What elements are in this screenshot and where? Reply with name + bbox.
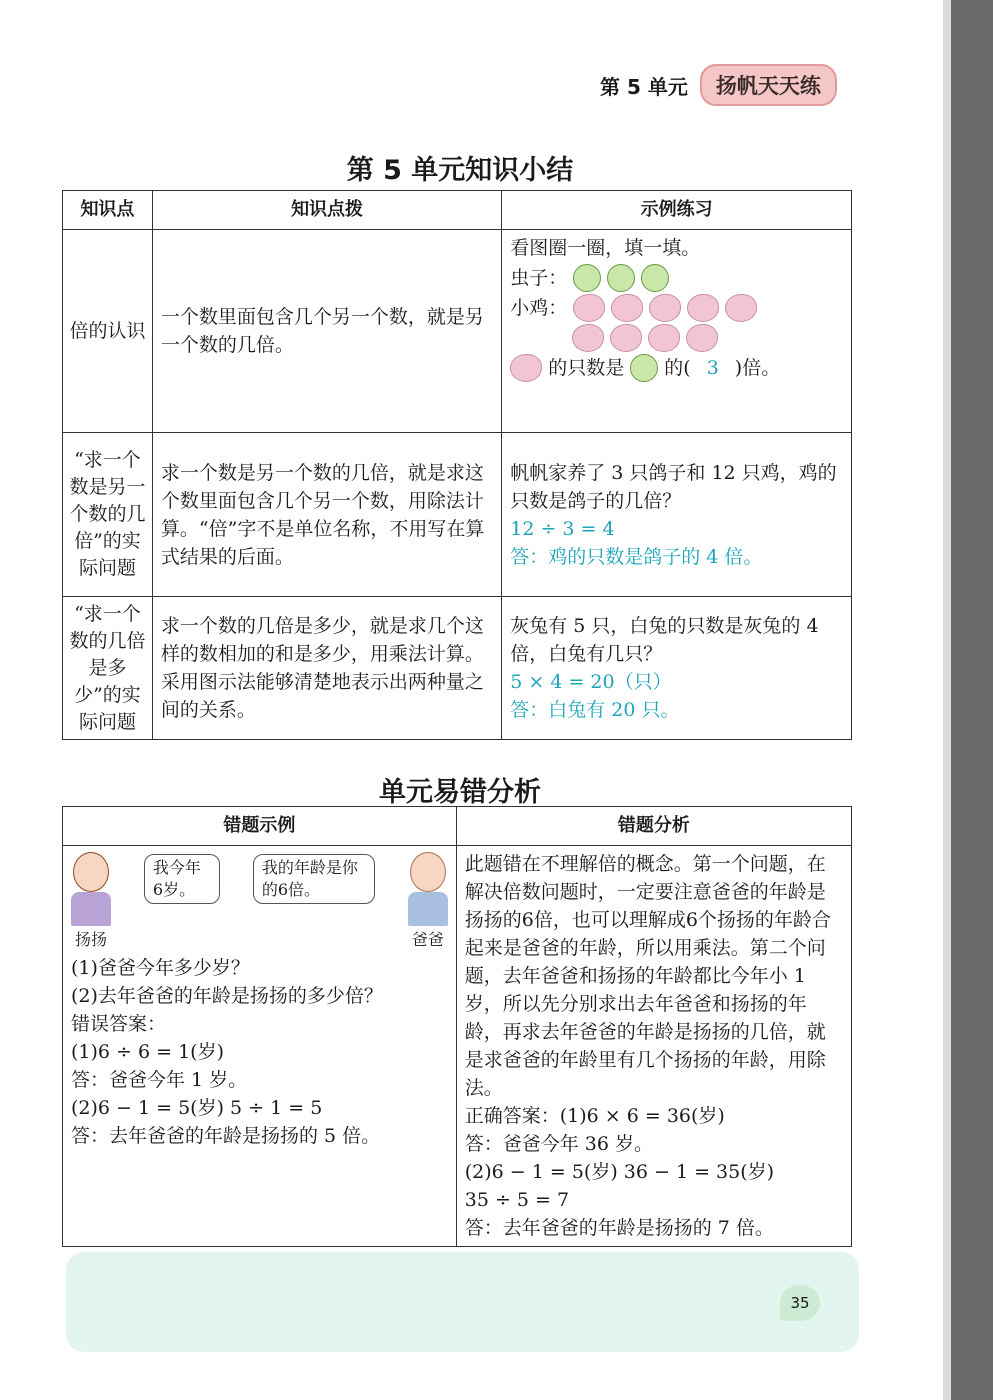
- errors-table: [62, 806, 852, 1247]
- col-header-example: 示例练习: [502, 191, 852, 230]
- point-cell: “求一个数的几倍是多少”的实际问题: [63, 597, 153, 740]
- worm-icon: [641, 264, 669, 292]
- chick-icon: [725, 294, 757, 322]
- worm-label: 虫子：: [510, 267, 568, 289]
- correct-line: 正确答案：(1)6 × 6 = 36(岁): [464, 1105, 725, 1127]
- unit-label: 第 5 单元: [600, 74, 688, 99]
- point-cell: “求一个数是另一个数的几倍”的实际问题: [63, 433, 153, 597]
- girl-figure: [71, 852, 111, 954]
- error-analysis-cell: [456, 846, 851, 1247]
- dad-speech-bubble: 我的年龄是你的6倍。: [253, 854, 375, 904]
- example-line: (2)去年爸爸的年龄是扬扬的多少倍？: [71, 985, 383, 1007]
- explain-cell: 求一个数的几倍是多少，就是求几个这样的数相加的和是多少，用乘法计算。采用图示法能够清楚地表示出两种量之间的关系。: [152, 597, 501, 740]
- correct-line: 答：爸爸今年 36 岁。: [464, 1133, 654, 1155]
- example-line: (1)6 ÷ 6 = 1(岁): [71, 1041, 225, 1063]
- correct-line: (2)6 − 1 = 5(岁) 36 − 1 = 35(岁): [464, 1161, 775, 1183]
- chick-icon: [649, 294, 681, 322]
- col-header-point: 知识点: [63, 191, 153, 230]
- chick-icon: [510, 354, 542, 382]
- dad-name: 爸爸: [411, 930, 444, 949]
- girl-head-icon: [73, 852, 109, 892]
- analysis-text: 此题错在不理解倍的概念。第一个问题，在解决倍数问题时，一定要注意爸爸的年龄是扬扬的6倍，也可以理解成6个扬扬的年龄合起来是爸爸的年龄，所以用乘法。第二个问题，去年爸爸和扬扬的年龄都比今年小 1 岁，所以先分别求出去年爸爸和扬扬的年龄，再求去年爸爸的年龄是扬扬的几倍，就是求爸爸的年龄里有几个扬扬的年龄，用除法。: [464, 853, 831, 1099]
- page-edge-dark: [951, 0, 993, 1400]
- chick-row-2: [510, 324, 843, 352]
- notes-panel: [66, 1252, 859, 1352]
- table-row: [63, 846, 852, 1247]
- explain-cell: 一个数里面包含几个另一个数，就是另一个数的几倍。: [152, 230, 501, 433]
- example-formula: 5 × 4 = 20（只）: [510, 671, 672, 693]
- page-number: 35: [780, 1285, 820, 1321]
- sentence-part: 的(: [664, 357, 691, 379]
- sentence-part: )倍。: [734, 357, 781, 379]
- correct-line: 35 ÷ 5 = 7: [464, 1189, 570, 1211]
- girl-speech-bubble: 我今年6岁。: [144, 854, 220, 904]
- worm-row: [510, 264, 843, 292]
- chick-icon: [611, 294, 643, 322]
- example-line: 错误答案：: [71, 1013, 167, 1035]
- example-formula: 12 ÷ 3 = 4: [510, 517, 615, 540]
- girl-body-icon: [71, 892, 111, 926]
- dad-figure: [408, 852, 448, 954]
- example-question: 灰兔有 5 只，白兔的只数是灰兔的 4 倍，白兔有几只？: [510, 615, 819, 665]
- point-cell: 倍的认识: [63, 230, 153, 433]
- summary-table: [62, 190, 852, 740]
- example-answer: 答：白兔有 20 只。: [510, 699, 680, 721]
- example-line: 答：爸爸今年 1 岁。: [71, 1069, 248, 1091]
- error-example-cell: [63, 846, 457, 1247]
- correct-line: 答：去年爸爸的年龄是扬扬的 7 倍。: [464, 1217, 774, 1239]
- chick-icon: [648, 324, 680, 352]
- worm-icon: [573, 264, 601, 292]
- page-header: [600, 64, 837, 106]
- explain-cell: 求一个数是另一个数的几倍，就是求这个数里面包含几个另一个数，用除法计算。“倍”字不是单位名称，不用写在算式结果的后面。: [152, 433, 501, 597]
- series-badge: 扬帆天天练: [700, 64, 837, 106]
- errors-header-row: [63, 807, 852, 846]
- chick-row: [510, 294, 843, 322]
- girl-name: 扬扬: [74, 930, 107, 949]
- sentence-part: 的只数是: [548, 357, 625, 379]
- example-prompt: 看图圈一圈，填一填。: [510, 237, 701, 259]
- example-line: 答：去年爸爸的年龄是扬扬的 5 倍。: [71, 1125, 381, 1147]
- col-header-explain: 知识点拨: [152, 191, 501, 230]
- table-row: [63, 597, 852, 740]
- dad-head-icon: [410, 852, 446, 892]
- chick-icon: [573, 294, 605, 322]
- errors-title: 单元易错分析: [379, 777, 541, 808]
- chick-icon: [572, 324, 604, 352]
- example-answer: 答：鸡的只数是鸽子的 4 倍。: [510, 545, 763, 568]
- col-header-error-analysis: 错题分析: [456, 807, 851, 846]
- example-cell: [502, 597, 852, 740]
- dialogue-illustration: [71, 850, 448, 954]
- example-question: 帆帆家养了 3 只鸽子和 12 只鸡，鸡的只数是鸽子的几倍？: [510, 461, 837, 512]
- chick-icon: [610, 324, 642, 352]
- table-row: [63, 433, 852, 597]
- worm-icon: [630, 354, 658, 382]
- page-edge-light: [943, 0, 951, 1400]
- example-line: (1)爸爸今年多少岁？: [71, 957, 250, 979]
- chick-label: 小鸡：: [510, 297, 568, 319]
- chick-icon: [687, 294, 719, 322]
- chick-icon: [686, 324, 718, 352]
- col-header-error-example: 错题示例: [63, 807, 457, 846]
- example-cell: [502, 230, 852, 433]
- answer-value: 3: [706, 357, 719, 379]
- table-row: [63, 230, 852, 433]
- example-line: (2)6 − 1 = 5(岁) 5 ÷ 1 = 5: [71, 1097, 323, 1119]
- example-cell: [502, 433, 852, 597]
- summary-header-row: [63, 191, 852, 230]
- worm-icon: [607, 264, 635, 292]
- fill-sentence: [510, 354, 843, 382]
- summary-title: 第 5 单元知识小结: [346, 155, 574, 186]
- dad-body-icon: [408, 892, 448, 926]
